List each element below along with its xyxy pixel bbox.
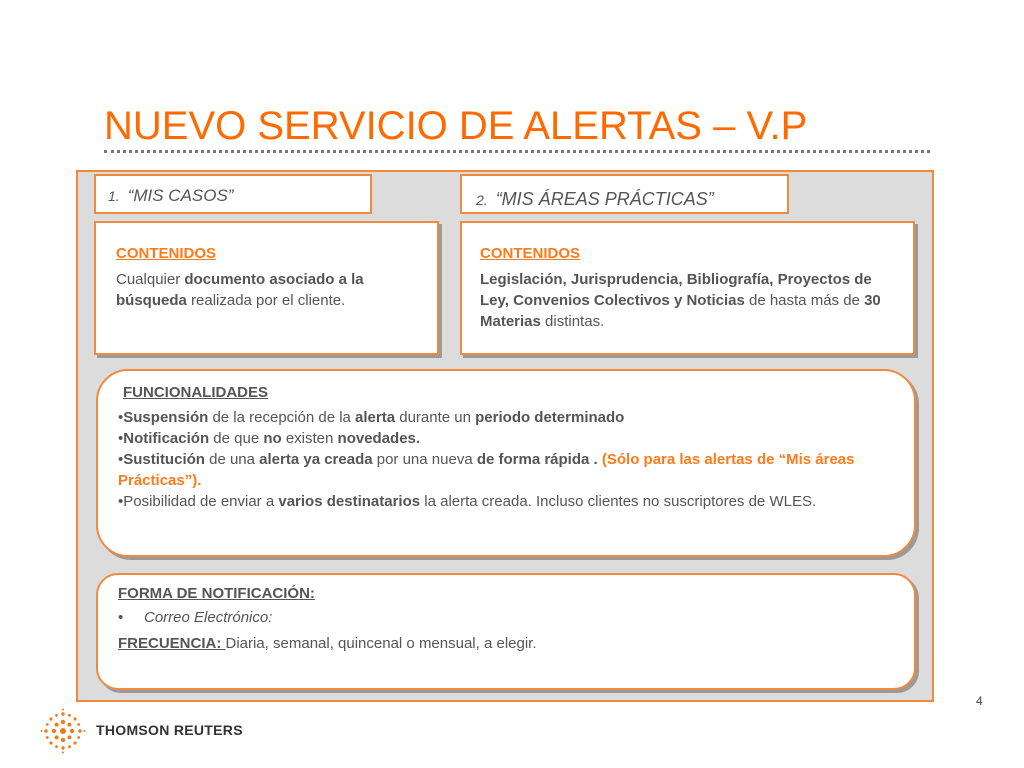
text-run-bold: documento asociado a la búsqueda xyxy=(116,271,364,309)
thomson-reuters-logo-icon xyxy=(40,708,86,754)
list-item xyxy=(118,491,884,512)
tab-mis-casos xyxy=(94,174,372,214)
text-run: •Posibilidad de enviar a xyxy=(118,493,279,510)
text-run-bold: Notificación xyxy=(123,430,210,447)
contenidos-heading: CONTENIDOS xyxy=(480,245,581,262)
tab-label: “MIS CASOS” xyxy=(127,186,234,205)
channel-text: Correo Electrónico: xyxy=(144,609,273,626)
frequency-label: FRECUENCIA: xyxy=(118,635,226,652)
text-run: Cualquier xyxy=(116,271,185,288)
brand-name: THOMSON REUTERS xyxy=(96,722,243,738)
notification-channel xyxy=(118,608,884,628)
text-run-bold: Legislación, Jurisprudencia, Bibliografía, Proyectos de Ley, Convenios Colectivos y Noticias xyxy=(480,271,872,309)
frequency-value: Diaria, semanal, quincenal o mensual, a elegir. xyxy=(225,635,537,652)
tab-number: 1. xyxy=(108,188,120,204)
bullet: • xyxy=(118,430,124,447)
bullet: • xyxy=(118,609,124,626)
notificacion-heading: FORMA DE NOTIFICACIÓN: xyxy=(118,585,315,602)
list-item xyxy=(118,428,884,449)
text-run-bold: periodo determinado xyxy=(475,409,625,426)
bullet: • xyxy=(118,409,124,426)
tab-label: “MIS ÁREAS PRÁCTICAS” xyxy=(495,189,714,209)
text-run-bold: varios destinatarios xyxy=(278,493,421,510)
text-run-bold: de forma rápida . xyxy=(476,451,602,468)
contenidos-text xyxy=(116,269,419,311)
contenidos-mis-areas-box xyxy=(460,221,915,355)
notificacion-box xyxy=(96,573,916,690)
text-run-bold: alerta ya creada xyxy=(259,451,373,468)
tab-mis-areas-practicas xyxy=(460,174,789,214)
text-run: la alerta creada. Incluso clientes no suscriptores de WLES. xyxy=(420,493,817,510)
page-number: 4 xyxy=(976,694,983,708)
tab-number: 2. xyxy=(476,192,488,208)
list-item xyxy=(118,407,884,428)
text-run: de una xyxy=(204,451,260,468)
text-run-bold: alerta xyxy=(355,409,396,426)
text-run: distintas. xyxy=(540,313,605,330)
text-run: de que xyxy=(209,430,264,447)
text-run-bold: Suspensión xyxy=(123,409,209,426)
frequency-line xyxy=(118,634,884,654)
contenidos-mis-casos-box xyxy=(94,221,439,355)
funcionalidades-box xyxy=(96,369,916,557)
text-run-bold: 30 Materias xyxy=(480,292,881,330)
text-run-bold: no xyxy=(263,430,282,447)
text-run: existen xyxy=(281,430,338,447)
text-run-highlight: (Sólo para las alertas de “Mis áreas Prácticas”). xyxy=(118,451,855,489)
text-run: por una nueva xyxy=(372,451,477,468)
title-divider xyxy=(104,150,930,153)
text-run: de hasta más de xyxy=(744,292,865,309)
funcionalidades-heading: FUNCIONALIDADES xyxy=(123,384,268,401)
text-run-bold: Sustitución xyxy=(123,451,205,468)
text-run-bold: novedades. xyxy=(337,430,421,447)
contenidos-heading: CONTENIDOS xyxy=(116,245,217,262)
contenidos-text xyxy=(480,269,895,332)
text-run: durante un xyxy=(395,409,476,426)
text-run: realizada por el cliente. xyxy=(186,292,346,309)
list-item xyxy=(118,449,884,491)
slide-title: NUEVO SERVICIO DE ALERTAS – V.P xyxy=(104,104,808,148)
bullet: • xyxy=(118,451,124,468)
funcionalidades-list xyxy=(118,407,884,512)
text-run: de la recepción de la xyxy=(208,409,356,426)
